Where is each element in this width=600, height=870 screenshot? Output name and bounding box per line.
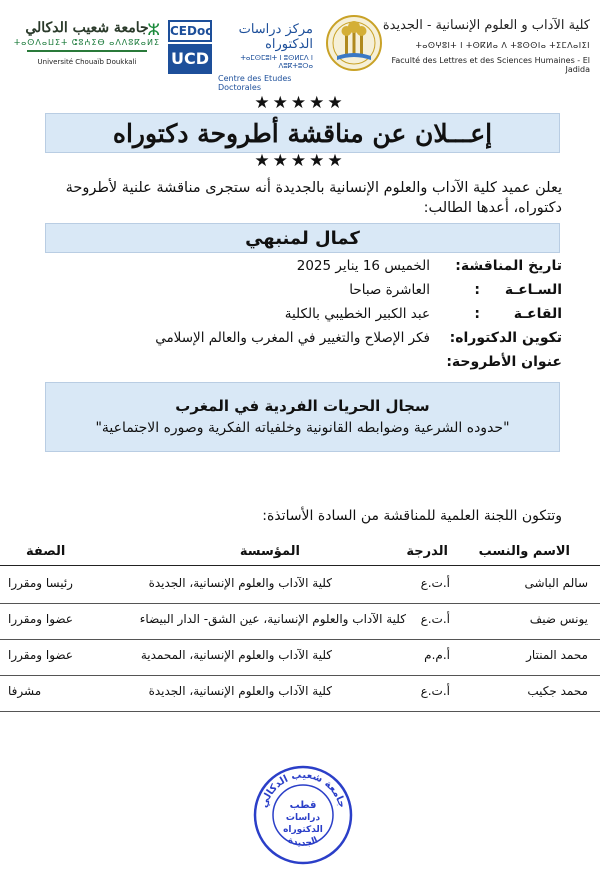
stamp-line-3: الدكتوراه <box>283 825 323 835</box>
cedoc-acronym: CEDoc <box>168 20 212 42</box>
stamp-line-1: قطب <box>289 800 317 811</box>
table-row <box>0 640 600 676</box>
announcement-title: إعـــلان عن مناقشة أطروحة دكتوراه <box>112 119 493 148</box>
thesis-subtitle: "حدوده الشرعية وضوابطه القانونية وخلفياته الفكرية وصوره الاجتماعية" <box>95 420 510 436</box>
stamp-outer-text: جامعة شعيب الدكالي <box>258 769 348 810</box>
cedoc-french-name: Centre des Etudes Doctorales <box>218 74 292 92</box>
stamp-line-2: دراسات <box>285 813 321 823</box>
student-name: كمال لمنبهي <box>245 228 360 249</box>
detail-colon: : <box>474 306 480 322</box>
cedoc-arabic-name: مركز دراسات الدكتوراه <box>238 22 313 52</box>
detail-label: السـاعـة <box>504 282 562 298</box>
table-row <box>0 568 600 604</box>
cedoc-logo <box>168 20 313 92</box>
stars-top: ★★★★★ <box>254 93 346 113</box>
detail-label: عنوان الأطروحة: <box>446 354 562 370</box>
member-name: يونس ضيف <box>529 612 588 626</box>
official-stamp <box>252 764 354 866</box>
cedoc-ucd: UCD <box>168 44 212 74</box>
ucd-emblem-icon: ⵣ <box>147 20 160 39</box>
member-institution: كلية الآداب والعلوم الإنسانية، عين الشق- الدار البيضاء <box>139 612 406 626</box>
ucd-tifinagh-name: ⵜⴰⵙⴷⴰⵡⵉⵜ ⵛⵓⵄⵉⴱ ⴰⴷⴷⵓⴽⴰⵍⵉ <box>13 38 161 47</box>
detail-value: الخميس 16 يناير 2025 <box>296 258 430 274</box>
stamp-bottom-text: الجديدة <box>286 835 320 849</box>
faculty-emblem-icon <box>325 14 383 72</box>
table-row <box>0 676 600 712</box>
member-institution: كلية الآداب والعلوم الإنسانية، الجديدة <box>148 684 332 698</box>
table-row <box>0 604 600 640</box>
member-role: رئيسا ومقررا <box>8 576 73 590</box>
member-name: محمد جكيب <box>527 684 588 698</box>
faculty-french-name: Faculté des Lettres et des Sciences Humaines - El Jadida <box>391 56 590 74</box>
member-rank: أ.ت.ع <box>420 684 450 698</box>
defense-details <box>37 254 562 374</box>
member-role: عضوا ومقررا <box>8 612 73 626</box>
header-logos <box>0 12 600 92</box>
detail-colon: : <box>474 282 480 298</box>
header-role: الصفة <box>26 544 66 559</box>
member-name: محمد المنتار <box>526 648 588 662</box>
faculty-arabic-name: كلية الآداب و العلوم الإنسانية - الجديدة <box>382 18 590 33</box>
detail-row-room <box>37 302 562 326</box>
member-role: عضوا ومقررا <box>8 648 73 662</box>
faculty-logo <box>325 12 590 82</box>
stars-bottom: ★★★★★ <box>254 151 346 171</box>
detail-label: تاريخ المناقشة: <box>455 258 562 274</box>
ucd-divider <box>27 50 147 52</box>
detail-row-thesis-title <box>37 350 562 374</box>
thesis-title-box <box>45 382 560 452</box>
thesis-title: سجال الحريات الفردية في المغرب <box>175 397 430 415</box>
ucd-french-name: Université Chouaïb Doukkali <box>37 58 137 66</box>
ucd-logo <box>12 20 162 66</box>
announcement-title-box <box>45 113 560 153</box>
cedoc-badge <box>168 20 212 76</box>
member-institution: كلية الآداب والعلوم الإنسانية، المحمدية <box>140 648 332 662</box>
committee-intro: وتتكون اللجنة العلمية للمناقشة من السادة الأساتذة: <box>262 508 562 524</box>
ucd-arabic-name: جامعة شعيب الدكالي <box>25 20 149 36</box>
detail-row-program <box>37 326 562 350</box>
member-rank: أ.م.م <box>424 648 450 662</box>
member-role: مشرفا <box>8 684 42 698</box>
member-rank: أ.ت.ع <box>420 576 450 590</box>
announcement-intro: يعلن عميد كلية الآداب والعلوم الإنسانية بالجديدة أنه ستجرى مناقشة علنية لأطروحة دكتوراه، أعدها الطالب: <box>65 180 562 216</box>
header-rank: الدرجة <box>406 544 448 559</box>
member-name: سالم الباشى <box>524 576 588 590</box>
faculty-tifinagh-name: ⵜⴰⵙⵖⵓⵏⵜ ⵏ ⵜⵙⴽⵍⴰ ⴷ ⵜⵓⵙⵙⵏⴰ ⵜⵉⵎⴷⴰⵏⵉⵏ <box>415 41 590 50</box>
cedoc-tifinagh-name: ⵜⴰⵎⵙⵎⵓⵏⵜ ⵏ ⵓⵙⵍⵎⴷ ⵏ ⴷⵓⴽⵜⵓⵔⴰ <box>240 54 313 70</box>
detail-label: القاعـة <box>513 306 562 322</box>
member-rank: أ.ت.ع <box>420 612 450 626</box>
detail-label: تكوين الدكتوراه: <box>449 330 562 346</box>
header-name: الاسم والنسب <box>478 544 570 559</box>
detail-value: عبد الكبير الخطيبي بالكلية <box>284 306 430 322</box>
header-institution: المؤسسة <box>239 544 300 559</box>
detail-value: العاشرة صباحا <box>349 282 430 298</box>
svg-text:الجديدة <box>286 836 319 849</box>
student-name-box <box>45 223 560 253</box>
member-institution: كلية الآداب والعلوم الإنسانية، الجديدة <box>148 576 332 590</box>
detail-value: فكر الإصلاح والتغيير في المغرب والعالم الإسلامي <box>155 330 430 346</box>
detail-row-time <box>37 278 562 302</box>
committee-table-header <box>0 540 600 566</box>
detail-row-date <box>37 254 562 278</box>
